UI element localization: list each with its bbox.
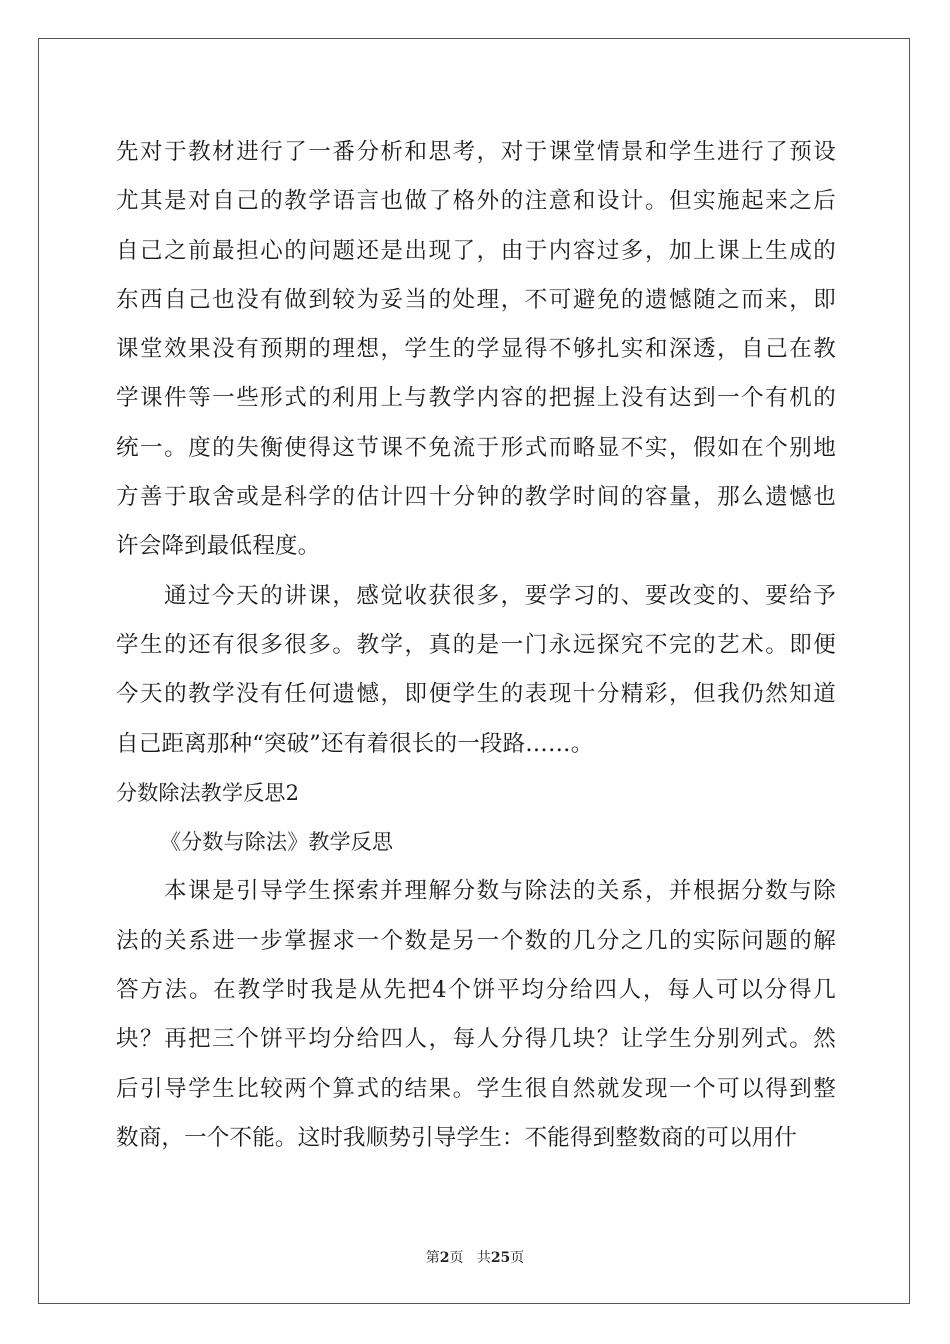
page-footer [0, 1247, 950, 1267]
footer-total-prefix: 共 [476, 1250, 491, 1266]
text-line: 自己距离那种“突破”还有着很长的一段路……。 [116, 730, 594, 757]
current-page-number: 2 [439, 1250, 450, 1266]
text-line: 方善于取舍或是科学的估计四十分钟的教学时间的容量，那么遗憾也 [116, 484, 836, 511]
text-line: 分数除法教学反思2 [116, 780, 300, 805]
paragraph [116, 128, 836, 572]
footer-prefix: 第 [425, 1250, 440, 1266]
text-line: 尤其是对自己的教学语言也做了格外的注意和设计。但实施起来之后 [116, 188, 836, 215]
paragraph [116, 572, 836, 769]
text-line: 统一。度的失衡使得这节课不免流于形式而略显不实，假如在个别地 [116, 434, 836, 461]
text-line: 东西自己也没有做到较为妥当的处理，不可避免的遗憾随之而来，即 [116, 286, 836, 313]
text-line: 本课是引导学生探索并理解分数与除法的关系，并根据分数与除 [164, 878, 836, 905]
text-line: 数商，一个不能。这时我顺势引导学生：不能得到整数商的可以用什 [116, 1124, 798, 1151]
text-line: 后引导学生比较两个算式的结果。学生很自然就发现一个可以得到整 [116, 1075, 836, 1102]
text-line: 块？再把三个饼平均分给四人，每人分得几块？让学生分别列式。然 [116, 1026, 836, 1053]
text-line: 课堂效果没有预期的理想，学生的学显得不够扎实和深透，自己在教 [116, 336, 836, 363]
text-line: 《分数与除法》教学反思 [160, 830, 394, 855]
text-line: 学课件等一些形式的利用上与教学内容的把握上没有达到一个有机的 [116, 385, 836, 412]
footer-total-suffix: 页 [510, 1250, 525, 1266]
document-body [116, 128, 836, 1163]
section-subheading [116, 818, 836, 867]
text-line: 学生的还有很多很多。教学，真的是一门永远探究不完的艺术。即便 [116, 631, 836, 658]
text-line: 法的关系进一步掌握求一个数是另一个数的几分之几的实际问题的解 [116, 927, 836, 954]
total-page-count: 25 [490, 1250, 511, 1266]
text-line: 通过今天的讲课，感觉收获很多，要学习的、要改变的、要给予 [164, 582, 836, 609]
text-line: 自己之前最担心的问题还是出现了，由于内容过多，加上课上生成的 [116, 237, 836, 264]
text-line: 今天的教学没有任何遗憾，即便学生的表现十分精彩，但我仍然知道 [116, 681, 836, 708]
text-line: 答方法。在教学时我是从先把4个饼平均分给四人，每人可以分得几 [116, 977, 836, 1004]
footer-page-suffix: 页 [449, 1250, 464, 1266]
section-heading [116, 769, 836, 818]
text-line: 先对于教材进行了一番分析和思考，对于课堂情景和学生进行了预设 [116, 139, 836, 165]
text-line: 许会降到最低程度。 [116, 533, 321, 560]
paragraph [116, 867, 836, 1163]
